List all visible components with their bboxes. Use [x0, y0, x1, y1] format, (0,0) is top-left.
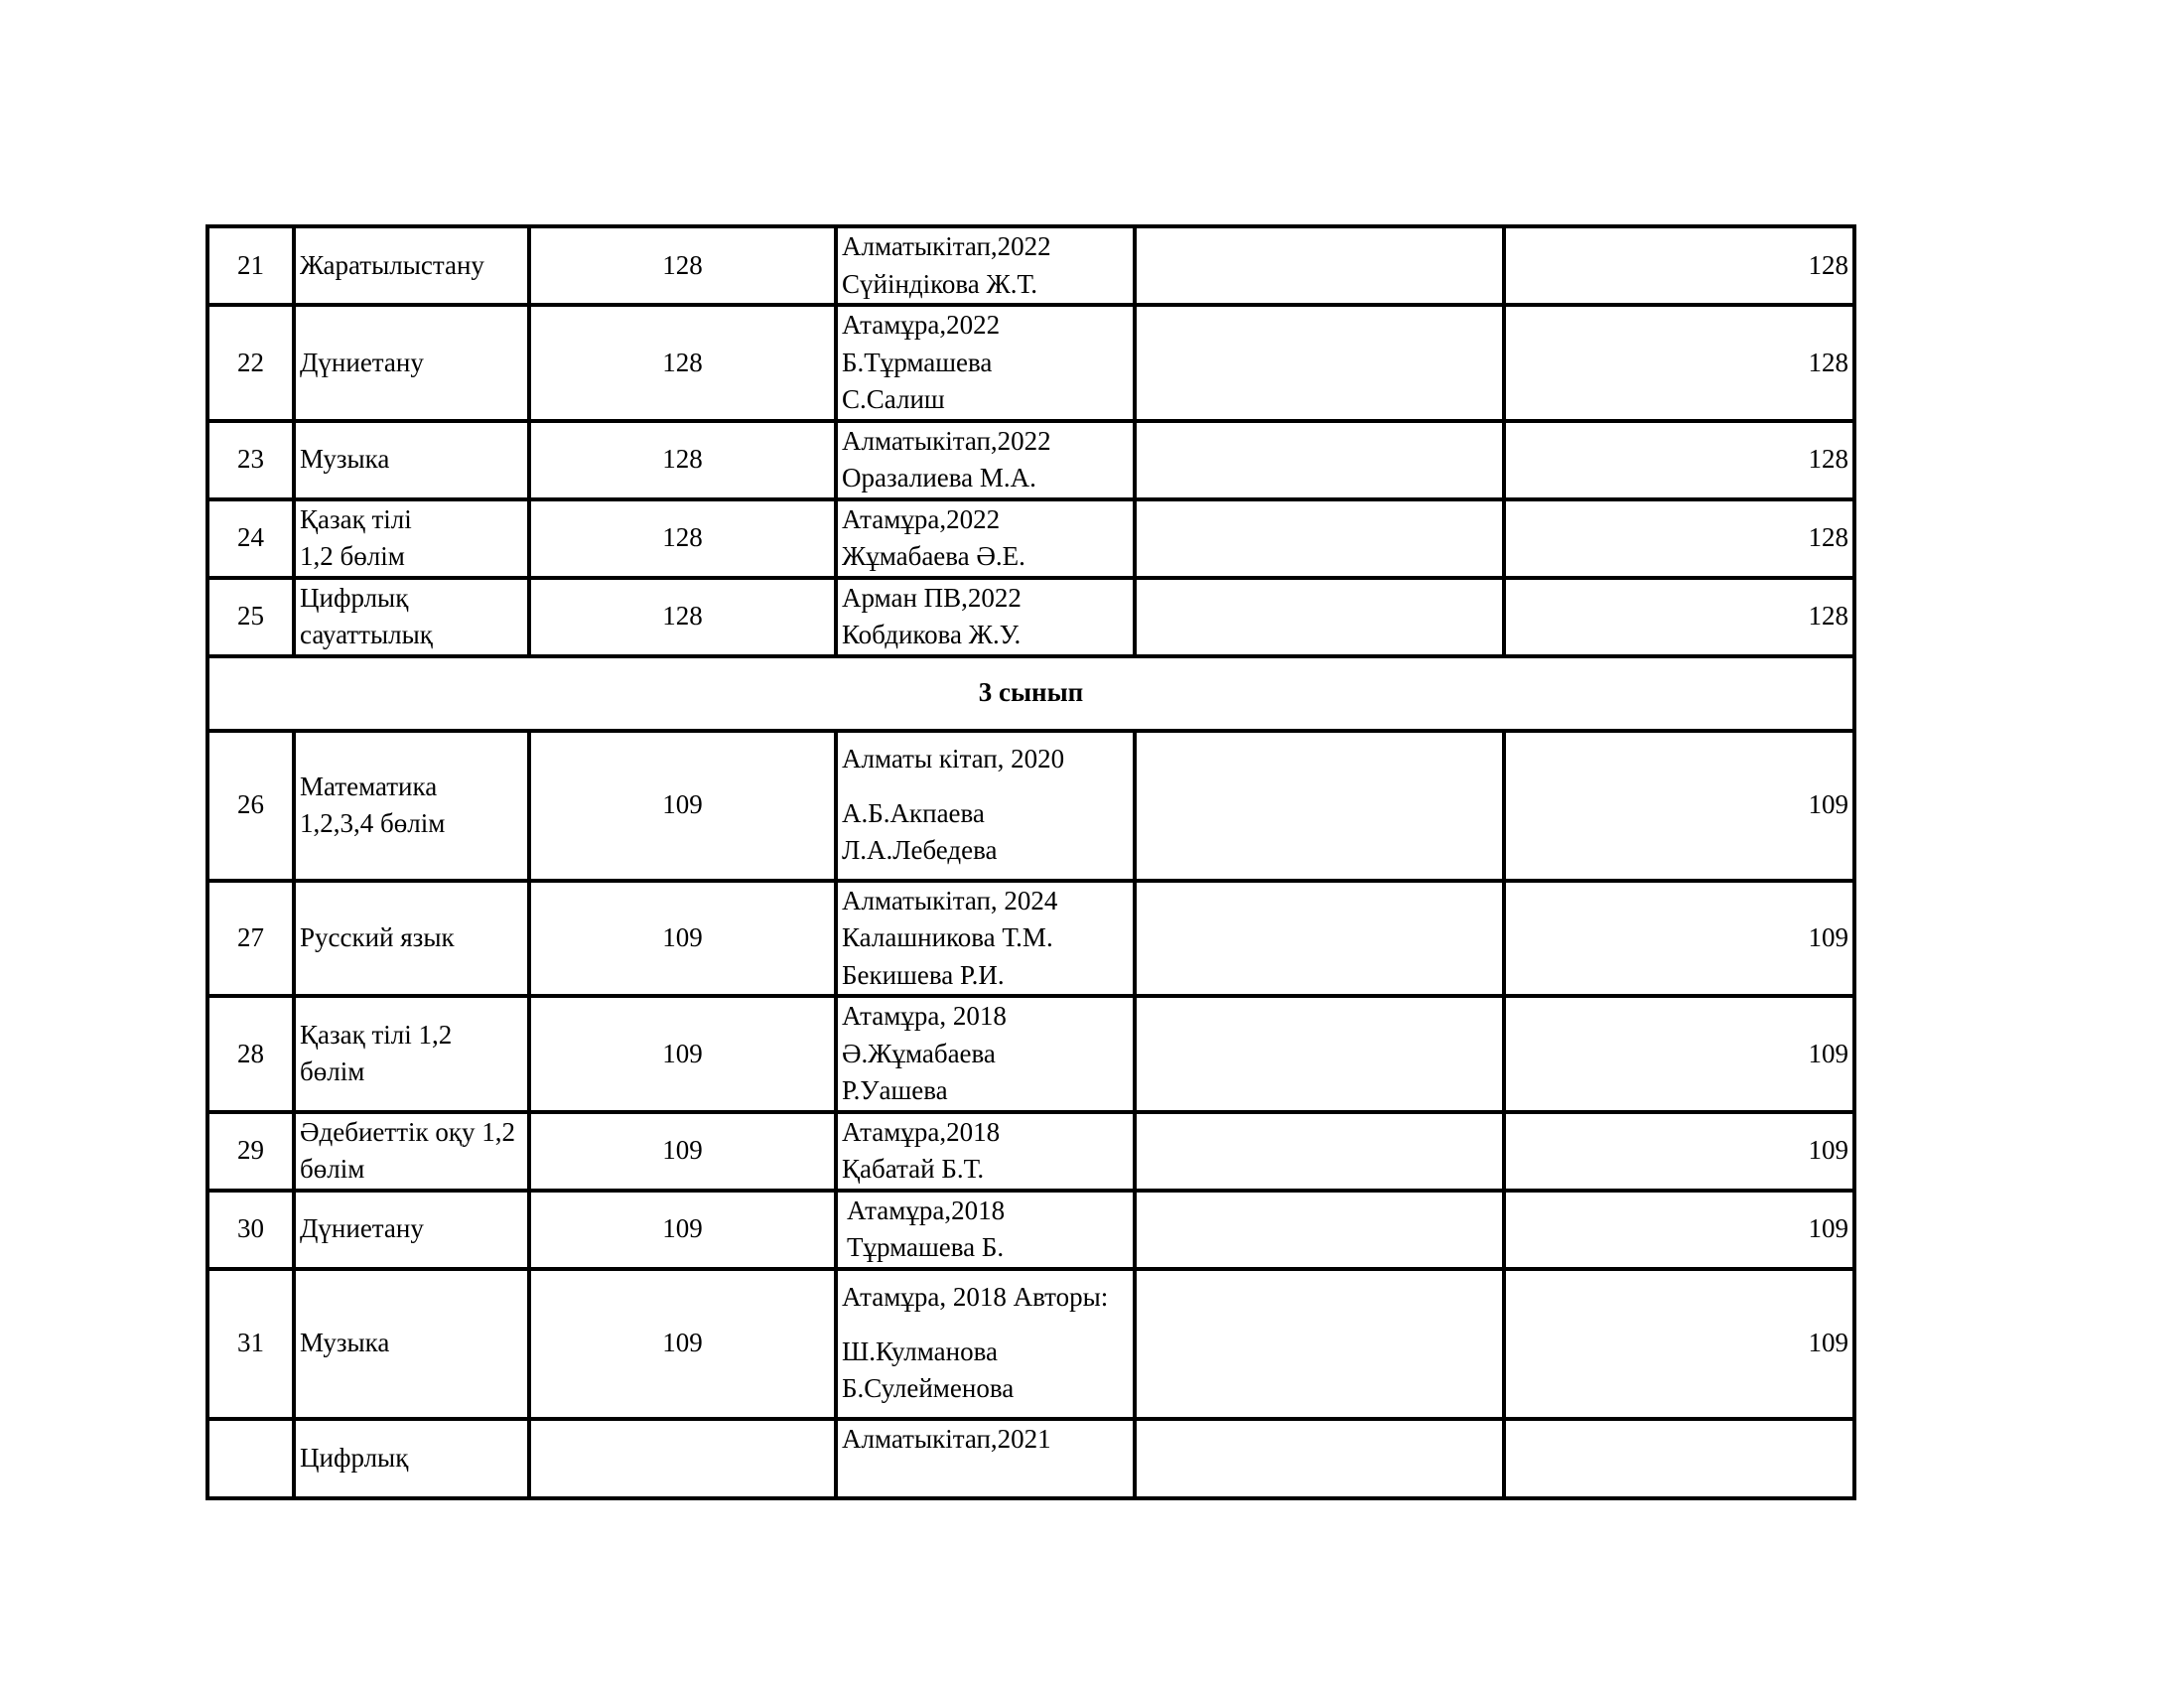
- publisher-author-line: С.Салиш: [842, 384, 945, 414]
- section-title: 3 сынып: [207, 656, 1854, 731]
- quantity-cell: 128: [529, 578, 836, 656]
- quantity-cell: 128: [529, 421, 836, 499]
- publisher-author-line: Алматыкітап,2022: [842, 231, 1051, 261]
- subject-line: Музыка: [300, 444, 390, 475]
- subject-line: Қазақ тілі 1,2: [300, 1019, 453, 1050]
- row-number-cell: 31: [207, 1269, 294, 1419]
- table-row: [207, 499, 1854, 578]
- publisher-author-cell: [836, 881, 1135, 997]
- publisher-author-line: Калашникова Т.М.: [842, 922, 1053, 952]
- publisher-author-cell: [836, 578, 1135, 656]
- empty-cell: [1135, 578, 1504, 656]
- total-cell: 109: [1504, 731, 1854, 881]
- table-body: [207, 226, 1854, 1498]
- subject-line: Жаратылыстану: [300, 249, 484, 280]
- publisher-author-line: Л.А.Лебедева: [842, 835, 998, 866]
- total-cell: 109: [1504, 996, 1854, 1112]
- subject-cell: [294, 1191, 529, 1269]
- publisher-author-cell: [836, 305, 1135, 421]
- subject-line: 1,2,3,4 бөлім: [300, 808, 446, 838]
- total-cell: 109: [1504, 1112, 1854, 1191]
- subject-line: Математика: [300, 771, 438, 801]
- publisher-author-line: Атамұра, 2018: [842, 1001, 1007, 1031]
- textbook-table: [205, 224, 1856, 1500]
- publisher-author-line: Тұрмашева Б.: [847, 1232, 1005, 1262]
- subject-cell: [294, 499, 529, 578]
- subject-line: бөлім: [300, 1056, 365, 1087]
- quantity-cell: 109: [529, 731, 836, 881]
- table-row: [207, 305, 1854, 421]
- publisher-author-line: Б.Тұрмашева: [842, 347, 993, 377]
- row-number-cell: 28: [207, 996, 294, 1112]
- subject-line: бөлім: [300, 1154, 365, 1184]
- row-number-cell: 30: [207, 1191, 294, 1269]
- empty-cell: [1135, 226, 1504, 305]
- total-cell: 128: [1504, 578, 1854, 656]
- publisher-author-cell: [836, 996, 1135, 1112]
- empty-cell: [1135, 881, 1504, 997]
- subject-line: Цифрлық: [300, 1442, 409, 1473]
- publisher-author-line: Ә.Жұмабаева: [842, 1038, 996, 1068]
- publisher-author-cell: [836, 421, 1135, 499]
- total-cell: 128: [1504, 305, 1854, 421]
- publisher-author-line: Қабатай Б.Т.: [842, 1154, 985, 1184]
- quantity-cell: 128: [529, 499, 836, 578]
- total-cell: 109: [1504, 881, 1854, 997]
- empty-cell: [1135, 731, 1504, 881]
- subject-cell: [294, 996, 529, 1112]
- subject-line: Дүниетану: [300, 347, 424, 377]
- row-number-cell: 29: [207, 1112, 294, 1191]
- row-number-cell: 24: [207, 499, 294, 578]
- quantity-cell: 109: [529, 1112, 836, 1191]
- publisher-author-line: Р.Уашева: [842, 1075, 948, 1105]
- subject-line: 1,2 бөлім: [300, 541, 405, 571]
- publisher-author-line: Атамұра,2022: [842, 310, 1001, 340]
- row-number-cell: 23: [207, 421, 294, 499]
- table-row: [207, 1112, 1854, 1191]
- publisher-author-line: Атамұра,2018: [842, 1116, 1001, 1147]
- subject-cell: [294, 881, 529, 997]
- publisher-author-line: Атамұра, 2018 Авторы:: [842, 1282, 1109, 1313]
- publisher-author-cell: [836, 731, 1135, 881]
- publisher-author-line: Сүйіндікова Ж.Т.: [842, 268, 1038, 299]
- publisher-author-line: А.Б.Акпаева: [842, 797, 985, 828]
- row-number-cell: [207, 1419, 294, 1498]
- table-row: [207, 1191, 1854, 1269]
- subject-cell: [294, 1269, 529, 1419]
- empty-cell: [1135, 1112, 1504, 1191]
- publisher-author-line: Жұмабаева Ә.Е.: [842, 541, 1025, 571]
- empty-cell: [1135, 1419, 1504, 1498]
- table-row: [207, 1269, 1854, 1419]
- quantity-cell: 128: [529, 226, 836, 305]
- subject-cell: [294, 226, 529, 305]
- section-header-row: [207, 656, 1854, 731]
- empty-cell: [1135, 996, 1504, 1112]
- subject-cell: [294, 578, 529, 656]
- publisher-author-line: Алматыкітап,2021: [842, 1423, 1051, 1454]
- publisher-author-line: Бекишева Р.И.: [842, 959, 1005, 990]
- quantity-cell: 109: [529, 881, 836, 997]
- subject-line: Дүниетану: [300, 1213, 424, 1244]
- row-number-cell: 27: [207, 881, 294, 997]
- table-row: [207, 226, 1854, 305]
- total-cell: 128: [1504, 421, 1854, 499]
- table-row: [207, 996, 1854, 1112]
- subject-line: сауаттылық: [300, 620, 433, 649]
- publisher-author-line: Алматы кітап, 2020: [842, 744, 1065, 774]
- publisher-author-cell: [836, 226, 1135, 305]
- row-number-cell: 21: [207, 226, 294, 305]
- total-cell: 128: [1504, 499, 1854, 578]
- publisher-author-cell: [836, 1419, 1135, 1498]
- subject-cell: [294, 305, 529, 421]
- table-row: [207, 881, 1854, 997]
- total-cell: [1504, 1419, 1854, 1498]
- total-cell: 109: [1504, 1191, 1854, 1269]
- quantity-cell: 128: [529, 305, 836, 421]
- empty-cell: [1135, 305, 1504, 421]
- subject-line: Қазақ тілі: [300, 503, 412, 534]
- publisher-author-line: Оразалиева М.А.: [842, 463, 1036, 492]
- empty-cell: [1135, 1191, 1504, 1269]
- table-row: [207, 421, 1854, 499]
- subject-line: Әдебиеттік оқу 1,2: [300, 1116, 515, 1147]
- subject-cell: [294, 421, 529, 499]
- publisher-author-line: Б.Сулейменова: [842, 1373, 1015, 1404]
- subject-line: Музыка: [300, 1328, 390, 1358]
- empty-cell: [1135, 421, 1504, 499]
- quantity-cell: 109: [529, 1269, 836, 1419]
- publisher-author-line: Ш.Кулманова: [842, 1336, 998, 1366]
- row-number-cell: 25: [207, 578, 294, 656]
- publisher-author-line: Арман ПВ,2022: [842, 582, 1022, 613]
- total-cell: 109: [1504, 1269, 1854, 1419]
- table-row: [207, 1419, 1854, 1498]
- empty-cell: [1135, 499, 1504, 578]
- quantity-cell: 109: [529, 996, 836, 1112]
- subject-cell: [294, 1112, 529, 1191]
- row-number-cell: 26: [207, 731, 294, 881]
- total-cell: 128: [1504, 226, 1854, 305]
- publisher-author-line: Алматыкітап, 2024: [842, 885, 1058, 915]
- textbook-table-viewport: [205, 224, 1852, 1473]
- publisher-author-cell: [836, 499, 1135, 578]
- quantity-cell: [529, 1419, 836, 1498]
- publisher-author-line: Атамұра,2018: [847, 1195, 1006, 1225]
- table-row: [207, 578, 1854, 656]
- subject-line: Цифрлық: [300, 582, 409, 613]
- publisher-author-line: Алматыкітап,2022: [842, 425, 1051, 456]
- table-row: [207, 731, 1854, 881]
- publisher-author-line: Атамұра,2022: [842, 503, 1001, 534]
- subject-cell: [294, 731, 529, 881]
- subject-line: Русский язык: [300, 922, 455, 952]
- publisher-author-cell: [836, 1269, 1135, 1419]
- publisher-author-line: Кобдикова Ж.У.: [842, 620, 1022, 649]
- subject-cell: [294, 1419, 529, 1498]
- quantity-cell: 109: [529, 1191, 836, 1269]
- row-number-cell: 22: [207, 305, 294, 421]
- publisher-author-cell: [836, 1112, 1135, 1191]
- empty-cell: [1135, 1269, 1504, 1419]
- publisher-author-cell: [836, 1191, 1135, 1269]
